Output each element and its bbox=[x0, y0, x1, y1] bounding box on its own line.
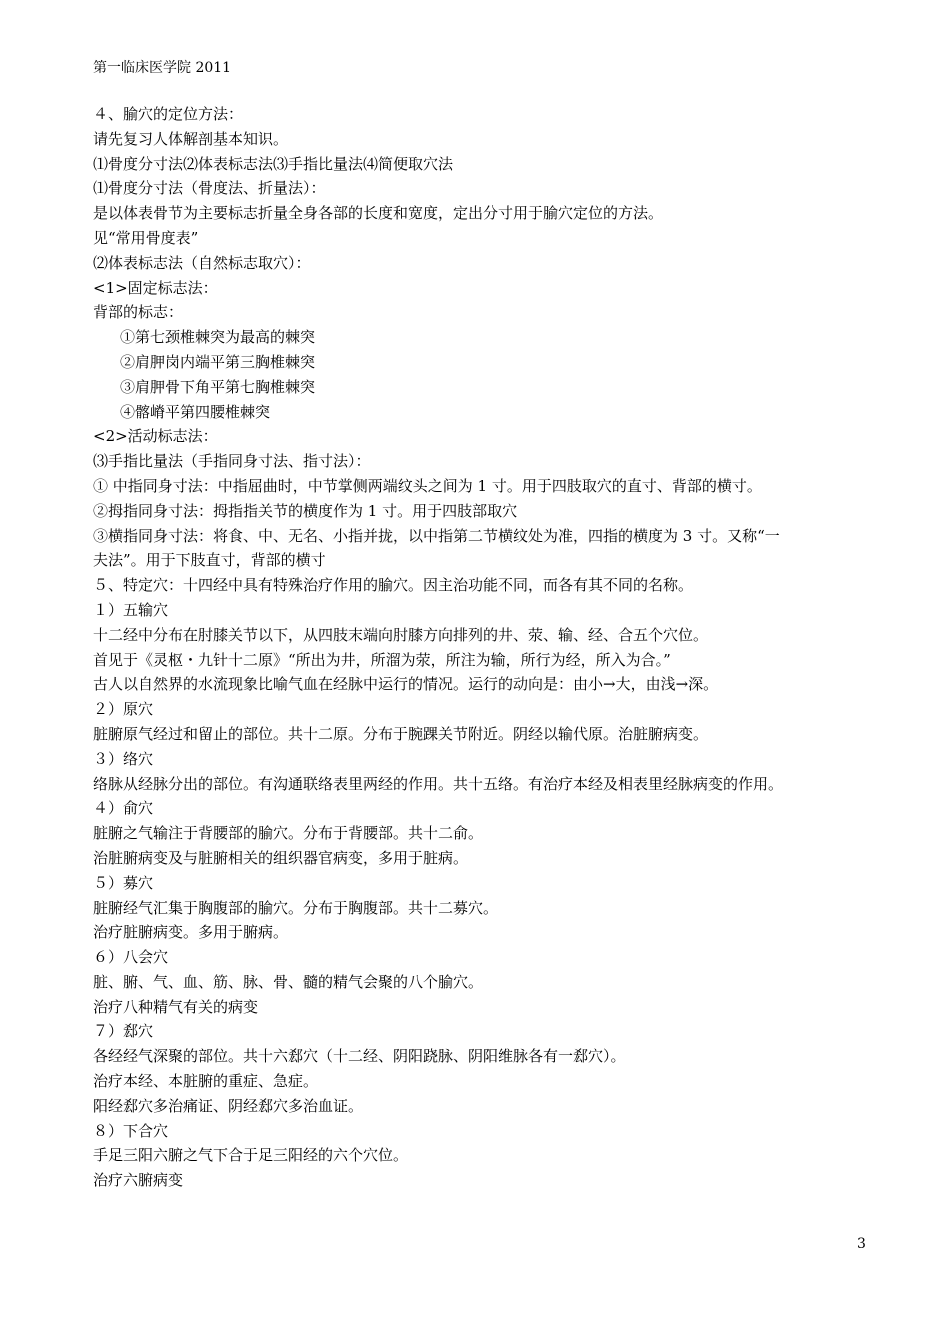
text-line: ②肩胛岗内端平第三胸椎棘突 bbox=[120, 352, 316, 371]
text-line: ④髂嵴平第四腰椎棘突 bbox=[120, 402, 271, 421]
text-line: ６）八会穴 bbox=[93, 948, 169, 967]
document-body bbox=[93, 102, 878, 1193]
text-line: 治疗六腑病变 bbox=[93, 1171, 184, 1190]
page-header: 第一临床医学院 2011 bbox=[93, 60, 232, 76]
text-line: 见“常用骨度表” bbox=[93, 228, 199, 247]
text-line: 脏腑原气经过和留止的部位。共十二原。分布于腕踝关节附近。阴经以输代原。治脏腑病变。 bbox=[93, 724, 709, 743]
text-line: 首见于《灵枢・九针十二原》“所出为井，所溜为荥，所注为输，所行为经，所入为合。” bbox=[93, 650, 671, 669]
text-line: ２）原穴 bbox=[93, 700, 154, 719]
text-line: 夫法”。用于下肢直寸，背部的横寸 bbox=[93, 551, 326, 570]
text-line: １）五输穴 bbox=[93, 600, 169, 619]
page-number: 3 bbox=[857, 1236, 866, 1252]
text-line: ①第七颈椎棘突为最高的棘突 bbox=[120, 328, 316, 347]
text-line: ⑶手指比量法（手指同身寸法、指寸法）： bbox=[93, 452, 371, 471]
text-line: ⑴骨度分寸法⑵体表标志法⑶手指比量法⑷简便取穴法 bbox=[93, 154, 454, 173]
text-line: 古人以自然界的水流现象比喻气血在经脉中运行的情况。运行的动向是：由小→大，由浅→深。 bbox=[93, 675, 719, 694]
text-line: ４）俞穴 bbox=[93, 799, 154, 818]
text-line: 手足三阳六腑之气下合于足三阳经的六个穴位。 bbox=[93, 1146, 409, 1165]
text-line: ⑵体表标志法（自然标志取穴）： bbox=[93, 253, 311, 272]
text-line: 是以体表骨节为主要标志折量全身各部的长度和宽度，定出分寸用于腧穴定位的方法。 bbox=[93, 204, 664, 223]
text-line: ５）募穴 bbox=[93, 873, 154, 892]
text-line: <1>固定标志法： bbox=[93, 278, 218, 297]
text-line: ③肩胛骨下角平第七胸椎棘突 bbox=[120, 377, 316, 396]
text-line: 十二经中分布在肘膝关节以下，从四肢末端向肘膝方向排列的井、荥、输、经、合五个穴位。 bbox=[93, 625, 709, 644]
text-line: ③横指同身寸法：将食、中、无名、小指并拢，以中指第二节横纹处为准，四指的横度为 3 寸。又称“一 bbox=[93, 526, 780, 545]
text-line: ４、腧穴的定位方法： bbox=[93, 105, 244, 123]
text-line: 阳经郄穴多治痛证、阴经郄穴多治血证。 bbox=[93, 1096, 364, 1115]
text-line: 治疗本经、本脏腑的重症、急症。 bbox=[93, 1072, 319, 1091]
text-line: ②拇指同身寸法：拇指指关节的横度作为 1 寸。用于四肢部取穴 bbox=[93, 501, 518, 520]
text-line: 请先复习人体解剖基本知识。 bbox=[93, 129, 289, 148]
text-line: ３）络穴 bbox=[93, 749, 154, 768]
text-line: 络脉从经脉分出的部位。有沟通联络表里两经的作用。共十五络。有治疗本经及相表里经脉病变的作用。 bbox=[93, 774, 784, 793]
text-line: 治疗八种精气有关的病变 bbox=[93, 997, 259, 1016]
text-line: ⑴骨度分寸法（骨度法、折量法）： bbox=[93, 179, 326, 198]
text-line: 治脏腑病变及与脏腑相关的组织器官病变，多用于脏病。 bbox=[93, 848, 469, 867]
text-line: ８）下合穴 bbox=[93, 1121, 169, 1140]
text-line: 脏、腑、气、血、筋、脉、骨、髓的精气会聚的八个腧穴。 bbox=[93, 972, 484, 991]
text-line: ① 中指同身寸法：中指屈曲时，中节掌侧两端纹头之间为 1 寸。用于四肢取穴的直寸、背部的横寸。 bbox=[93, 476, 762, 495]
text-line: 脏腑经气汇集于胸腹部的腧穴。分布于胸腹部。共十二募穴。 bbox=[93, 898, 499, 917]
text-line: 各经经气深聚的部位。共十六郄穴（十二经、阴阳跷脉、阴阳维脉各有一郄穴）。 bbox=[93, 1047, 626, 1066]
text-line: 脏腑之气输注于背腰部的腧穴。分布于背腰部。共十二俞。 bbox=[93, 824, 484, 843]
text-line: 背部的标志： bbox=[93, 303, 184, 322]
text-line: 治疗脏腑病变。多用于腑病。 bbox=[93, 923, 289, 942]
text-line: ５、特定穴：十四经中具有特殊治疗作用的腧穴。因主治功能不同，而各有其不同的名称。 bbox=[93, 576, 694, 595]
text-line: ７）郄穴 bbox=[93, 1022, 154, 1041]
text-line: <2>活动标志法： bbox=[93, 427, 218, 446]
